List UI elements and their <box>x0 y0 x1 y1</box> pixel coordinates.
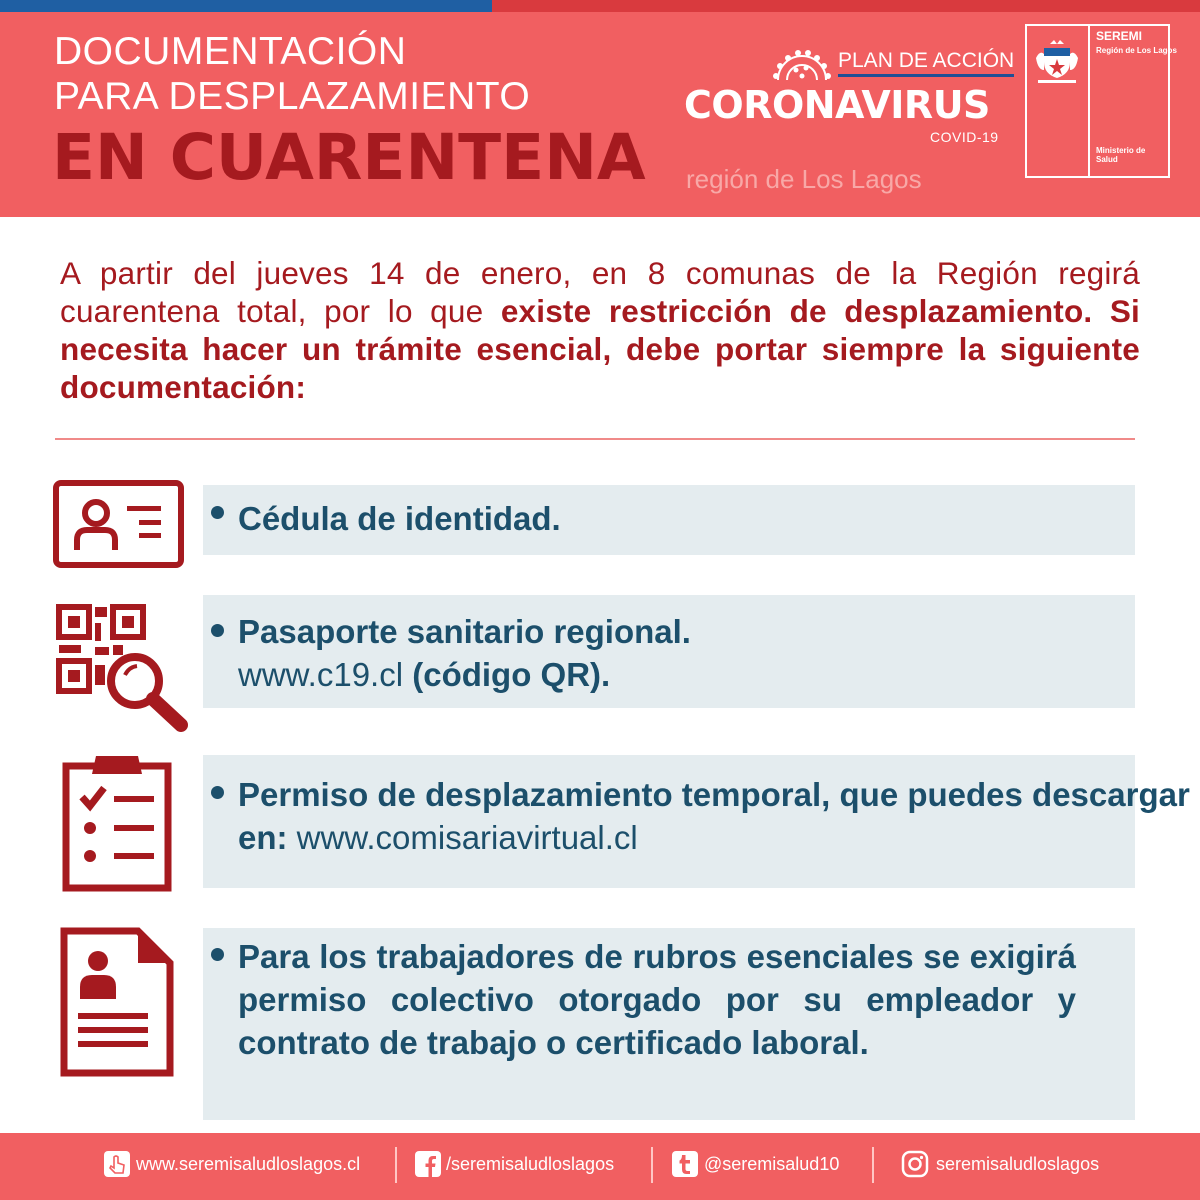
header-title-line1: DOCUMENTACIÓN <box>54 30 407 73</box>
item-2-text <box>238 610 691 696</box>
seremi-title: SEREMI <box>1096 29 1143 43</box>
bullet-icon <box>211 786 224 799</box>
item-4-label: Para los trabajadores de rubros esenciales se exigirá permiso colectivo otorgado por su empleador y contrato de trabajo o certificado laboral. <box>238 938 1076 1061</box>
instagram-icon[interactable] <box>901 1150 929 1178</box>
comisaria-link[interactable]: www.comisariavirtual.cl <box>296 819 638 856</box>
item-2-label: Pasaporte sanitario regional. <box>238 613 691 650</box>
web-pointer-icon <box>103 1150 131 1178</box>
seremi-region: Región de Los Lagos <box>1096 46 1177 55</box>
facebook-icon[interactable] <box>414 1150 442 1178</box>
coronavirus-title: CORONAVIRUS <box>684 83 990 127</box>
header-title-line2: PARA DESPLAZAMIENTO <box>54 75 531 118</box>
bullet-icon <box>211 948 224 961</box>
footer-facebook-link[interactable]: /seremisaludloslagos <box>446 1154 615 1174</box>
checklist-clipboard-icon <box>62 752 172 892</box>
footer-website-link[interactable]: www.seremisaludloslagos.cl <box>136 1154 361 1174</box>
flag-stripe <box>0 0 1200 12</box>
intro-plain-text: A partir del jueves 14 de enero, en 8 comunas de la Región regirá cuarentena total, por lo que <box>60 255 1140 329</box>
item-3-text <box>238 773 1200 859</box>
item-2-qr-note: (código QR). <box>412 656 611 693</box>
seremi-logo-divider <box>1088 24 1090 178</box>
intro-paragraph <box>60 254 1140 406</box>
footer-twitter-link[interactable]: @seremisalud10 <box>704 1154 840 1174</box>
footer-separator <box>395 1147 397 1183</box>
flag-stripe-red <box>492 0 1200 12</box>
tumblr-icon[interactable] <box>671 1150 699 1178</box>
covid-subtitle: COVID-19 <box>930 129 999 145</box>
flag-stripe-blue <box>0 0 492 12</box>
bullet-icon <box>211 624 224 637</box>
footer-separator <box>651 1147 653 1183</box>
footer-instagram-link[interactable]: seremisaludloslagos <box>936 1154 1100 1174</box>
section-divider <box>55 438 1135 440</box>
footer-separator <box>872 1147 874 1183</box>
qr-search-icon <box>55 603 191 733</box>
employee-document-icon <box>60 927 174 1077</box>
ministry-label: Ministerio de Salud <box>1096 146 1146 165</box>
item-1-label: Cédula de identidad. <box>238 500 561 537</box>
bullet-icon <box>211 506 224 519</box>
plan-de-accion-label: PLAN DE ACCIÓN <box>838 50 1014 77</box>
virus-icon <box>770 46 834 84</box>
c19-link[interactable]: www.c19.cl <box>238 656 404 693</box>
item-1-text <box>238 497 561 540</box>
header-title-big: EN CUARENTENA <box>52 121 646 194</box>
coat-of-arms-icon <box>1032 40 1082 86</box>
id-card-icon <box>53 480 184 568</box>
intro-bold-text: existe restricción de desplazamiento. Si necesita hacer un trámite esencial, debe portar siempre la siguiente documentación: <box>60 293 1140 405</box>
item-3-label: Permiso de desplazamiento temporal, que puedes descargar en: <box>238 776 1190 856</box>
item-4-text <box>238 935 1076 1064</box>
header-region: región de Los Lagos <box>686 164 922 194</box>
